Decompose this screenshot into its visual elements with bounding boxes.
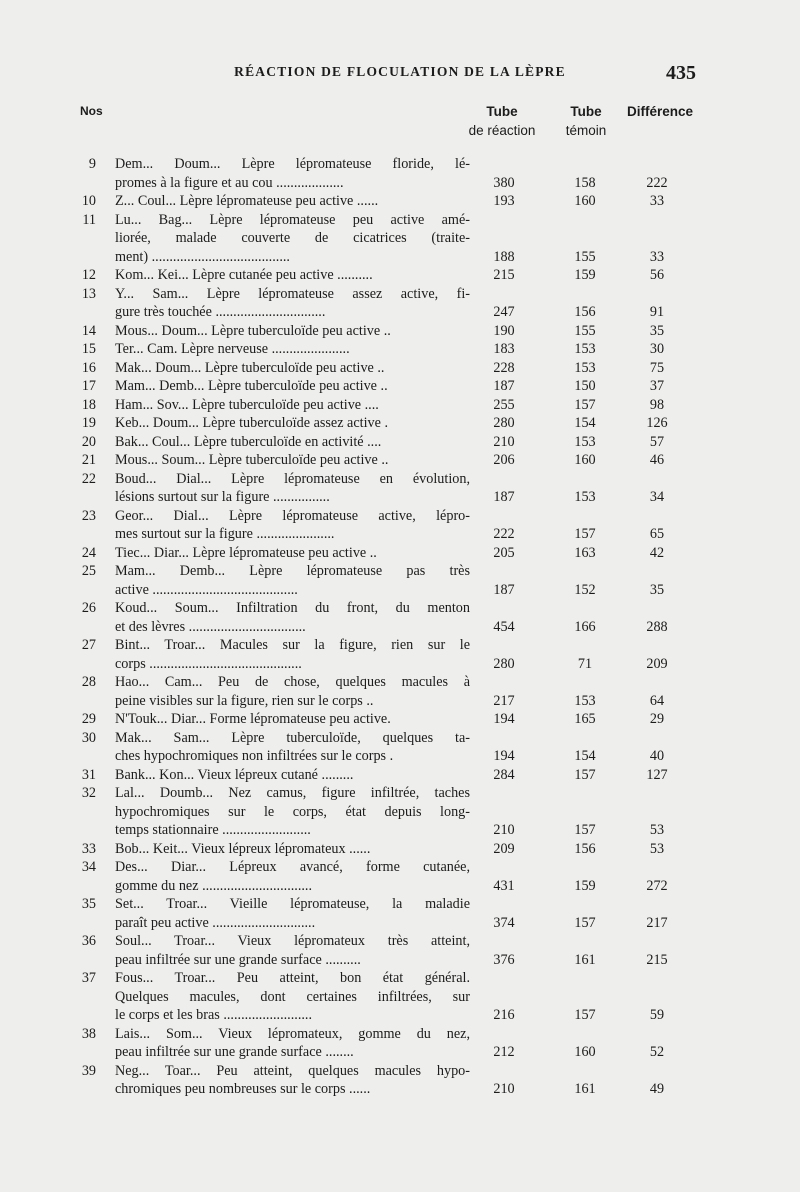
description-line: Boud... Dial... Lèpre lépromateuse en évolution, <box>115 470 470 487</box>
value-tube-temoin: 165 <box>574 711 596 727</box>
row-description <box>115 322 470 341</box>
row-description <box>115 1062 470 1099</box>
row-description <box>115 599 470 636</box>
row-number: 10 <box>81 193 96 209</box>
value-tube-reaction: 190 <box>493 322 515 339</box>
table-row <box>0 784 800 840</box>
row-number: 36 <box>81 933 96 949</box>
value-tube-temoin: 71 <box>577 655 593 672</box>
value-tube-temoin: 159 <box>574 877 596 894</box>
description-line: Tiec... Diar... Lèpre lépromateuse peu active .. <box>115 544 377 561</box>
description-line: promes à la figure et au cou ................... <box>115 174 344 191</box>
value-difference: 209 <box>646 655 668 672</box>
value-tube-reaction: 194 <box>493 748 515 764</box>
value-difference: 222 <box>646 174 668 191</box>
row-number: 12 <box>81 267 96 283</box>
description-line: Fous... Troar... Peu atteint, bon état général. <box>115 970 470 986</box>
value-tube-temoin: 154 <box>574 748 596 764</box>
description-line: Soul... Troar... Vieux lépromateux très atteint, <box>115 933 470 949</box>
row-description <box>115 562 470 599</box>
row-description <box>115 840 470 859</box>
table-row <box>0 155 800 192</box>
row-number: 22 <box>81 470 96 487</box>
description-line: Y... Sam... Lèpre lépromateuse assez active, fi- <box>115 285 470 302</box>
row-description <box>115 784 470 840</box>
description-line: Mak... Sam... Lèpre tuberculoïde, quelques ta- <box>115 729 470 746</box>
value-tube-reaction: 205 <box>493 544 515 561</box>
row-description <box>115 729 470 766</box>
value-tube-temoin: 157 <box>574 1007 596 1023</box>
row-description <box>115 636 470 673</box>
value-tube-reaction: 255 <box>493 396 515 413</box>
row-description <box>115 285 470 322</box>
row-description <box>115 433 470 452</box>
row-number: 20 <box>81 433 96 450</box>
row-number: 35 <box>81 896 96 912</box>
value-tube-reaction: 210 <box>493 1081 515 1097</box>
description-line: Mam... Demb... Lèpre lépromateuse pas très <box>115 563 470 579</box>
value-tube-temoin: 161 <box>574 1081 596 1097</box>
value-difference: 37 <box>649 378 665 394</box>
value-tube-reaction: 194 <box>493 711 515 727</box>
description-line: Mous... Doum... Lèpre tuberculoïde peu active .. <box>115 322 391 339</box>
value-tube-temoin: 153 <box>574 341 596 357</box>
row-number: 37 <box>81 970 96 986</box>
value-difference: 53 <box>649 840 665 857</box>
description-line: Set... Troar... Vieille lépromateuse, la maladie <box>115 896 470 912</box>
description-line: Koud... Soum... Infiltration du front, du menton <box>115 600 470 616</box>
value-tube-reaction: 376 <box>493 951 515 968</box>
description-line: peau infiltrée sur une grande surface .......... <box>115 951 361 968</box>
column-header-tube-temoin-line1: Tube <box>570 104 602 119</box>
value-tube-temoin: 160 <box>574 1044 596 1060</box>
description-line: Neg... Toar... Peu atteint, quelques macules hypo- <box>115 1062 470 1079</box>
value-difference: 29 <box>649 711 665 727</box>
table-row <box>0 562 800 599</box>
value-difference: 52 <box>649 1044 665 1060</box>
row-description <box>115 710 470 729</box>
row-number: 27 <box>81 637 96 653</box>
row-number: 29 <box>81 711 96 727</box>
row-number: 18 <box>81 396 96 413</box>
row-number: 33 <box>81 840 96 857</box>
row-description <box>115 451 470 470</box>
description-line: Ham... Sov... Lèpre tuberculoïde peu active .... <box>115 396 379 413</box>
description-line: Bob... Keit... Vieux lépreux lépromateux ...... <box>115 840 371 857</box>
description-line: Kom... Kei... Lèpre cutanée peu active .......... <box>115 267 373 283</box>
value-difference: 42 <box>649 544 665 561</box>
value-difference: 40 <box>649 748 665 764</box>
value-difference: 35 <box>649 581 665 598</box>
column-header-tube-reaction-line2: de réaction <box>468 123 536 138</box>
value-tube-reaction: 210 <box>493 433 515 450</box>
description-line: Bint... Troar... Macules sur la figure, rien sur le <box>115 637 470 653</box>
description-line: Mak... Doum... Lèpre tuberculoïde peu active .. <box>115 359 385 376</box>
value-difference: 30 <box>649 341 665 357</box>
value-tube-reaction: 193 <box>493 193 515 209</box>
value-difference: 65 <box>649 526 665 542</box>
description-line: Lu... Bag... Lèpre lépromateuse peu active amé- <box>115 211 470 228</box>
column-header-tube-reaction-line1: Tube <box>486 104 518 119</box>
row-number: 16 <box>81 359 96 376</box>
value-tube-reaction: 228 <box>493 359 515 376</box>
value-tube-reaction: 454 <box>493 618 515 635</box>
table-row <box>0 729 800 766</box>
description-line: temps stationnaire ......................... <box>115 822 311 838</box>
running-title: RÉACTION DE FLOCULATION DE LA LÈPRE <box>234 64 566 79</box>
column-header-number: Nos <box>80 104 103 118</box>
row-number: 11 <box>82 211 96 228</box>
row-description <box>115 359 470 378</box>
column-header-tube-reaction <box>452 102 552 140</box>
value-difference: 75 <box>649 359 665 376</box>
row-description <box>115 969 470 1025</box>
description-line: gomme du nez ............................... <box>115 877 313 894</box>
row-number: 14 <box>81 322 96 339</box>
description-line: Lal... Doumb... Nez camus, figure infiltrée, taches <box>115 785 470 801</box>
value-tube-temoin: 157 <box>574 822 596 838</box>
value-difference: 53 <box>649 822 665 838</box>
table-row <box>0 285 800 322</box>
row-description <box>115 932 470 969</box>
row-description <box>115 766 470 785</box>
value-difference: 64 <box>649 692 665 709</box>
table-row <box>0 340 800 359</box>
row-description <box>115 673 470 710</box>
row-number: 21 <box>81 452 96 468</box>
value-tube-reaction: 206 <box>493 452 515 468</box>
table-row <box>0 322 800 341</box>
value-tube-reaction: 209 <box>493 840 515 857</box>
value-difference: 272 <box>646 877 668 894</box>
description-line: Dem... Doum... Lèpre lépromateuse floride, lé- <box>115 156 470 172</box>
description-line: Mous... Soum... Lèpre tuberculoïde peu active .. <box>115 452 389 468</box>
description-line: Keb... Doum... Lèpre tuberculoïde assez active . <box>115 415 389 431</box>
description-line: Hao... Cam... Peu de chose, quelques macules à <box>115 674 470 690</box>
value-tube-reaction: 284 <box>493 766 515 783</box>
row-number: 19 <box>81 415 96 431</box>
column-header-difference: Différence <box>626 104 694 119</box>
value-difference: 46 <box>649 452 665 468</box>
value-difference: 217 <box>646 914 668 931</box>
table-row <box>0 599 800 636</box>
value-tube-temoin: 155 <box>574 322 596 339</box>
row-number: 32 <box>81 785 96 801</box>
value-tube-temoin: 159 <box>574 267 596 283</box>
row-description <box>115 470 470 507</box>
table-row <box>0 1025 800 1062</box>
table-row <box>0 433 800 452</box>
value-tube-temoin: 150 <box>574 378 596 394</box>
row-description <box>115 414 470 433</box>
description-line: chromiques peu nombreuses sur le corps ...... <box>115 1081 371 1097</box>
description-line: lésions surtout sur la figure ................ <box>115 489 330 505</box>
value-difference: 127 <box>646 766 668 783</box>
value-difference: 59 <box>649 1007 665 1023</box>
value-tube-temoin: 153 <box>574 433 596 450</box>
value-tube-reaction: 222 <box>493 526 515 542</box>
row-description <box>115 544 470 563</box>
table-row <box>0 895 800 932</box>
table-row <box>0 1062 800 1099</box>
value-tube-temoin: 152 <box>574 581 596 598</box>
table-row <box>0 451 800 470</box>
row-description <box>115 211 470 267</box>
value-tube-reaction: 187 <box>493 378 515 394</box>
value-tube-temoin: 160 <box>574 193 596 209</box>
value-difference: 288 <box>646 618 668 635</box>
description-line: Mam... Demb... Lèpre tuberculoïde peu active .. <box>115 378 388 394</box>
table-row <box>0 470 800 507</box>
description-line: et des lèvres ................................. <box>115 618 306 635</box>
row-number: 9 <box>88 156 96 172</box>
description-line: Des... Diar... Lépreux avancé, forme cutanée, <box>115 859 470 875</box>
value-tube-temoin: 153 <box>574 489 596 505</box>
value-tube-temoin: 155 <box>574 248 596 265</box>
value-difference: 126 <box>646 415 668 431</box>
value-tube-temoin: 156 <box>574 304 596 320</box>
table-row <box>0 396 800 415</box>
description-line: Z... Coul... Lèpre lépromateuse peu active ...... <box>115 193 379 209</box>
value-tube-reaction: 212 <box>493 1044 515 1060</box>
description-line: peine visibles sur la figure, rien sur le corps .. <box>115 692 374 709</box>
value-tube-reaction: 374 <box>493 914 515 931</box>
table-row <box>0 969 800 1025</box>
table-row <box>0 377 800 396</box>
table-row <box>0 192 800 211</box>
table-row <box>0 858 800 895</box>
description-line: liorée, malade couverte de cicatrices (traite- <box>115 230 470 246</box>
description-line: Geor... Dial... Lèpre lépromateuse active, lépro- <box>115 507 470 524</box>
value-tube-temoin: 156 <box>574 840 596 857</box>
value-difference: 56 <box>649 267 665 283</box>
value-tube-temoin: 158 <box>574 174 596 191</box>
value-tube-reaction: 280 <box>493 655 515 672</box>
table-row <box>0 932 800 969</box>
value-tube-reaction: 187 <box>493 581 515 598</box>
value-tube-temoin: 154 <box>574 415 596 431</box>
value-tube-reaction: 247 <box>493 304 515 320</box>
row-description <box>115 340 470 359</box>
value-difference: 33 <box>649 248 665 265</box>
value-tube-reaction: 380 <box>493 174 515 191</box>
value-difference: 35 <box>649 322 665 339</box>
description-line: Quelques macules, dont certaines infiltrées, sur <box>115 988 470 1005</box>
running-head <box>0 62 800 84</box>
description-line: hypochromiques sur le corps, état depuis long- <box>115 803 470 820</box>
description-line: Bank... Kon... Vieux lépreux cutané ......... <box>115 766 354 783</box>
table-row <box>0 544 800 563</box>
table-row <box>0 673 800 710</box>
table-row <box>0 507 800 544</box>
description-line: corps ........................................... <box>115 655 302 672</box>
description-line: Bak... Coul... Lèpre tuberculoïde en activité .... <box>115 433 382 450</box>
row-description <box>115 1025 470 1062</box>
description-line: gure très touchée ............................... <box>115 304 326 320</box>
row-number: 24 <box>81 544 96 561</box>
value-tube-reaction: 188 <box>493 248 515 265</box>
value-tube-reaction: 216 <box>493 1007 515 1023</box>
description-line: Lais... Som... Vieux lépromateux, gomme du nez, <box>115 1025 470 1042</box>
row-number: 39 <box>81 1062 96 1079</box>
value-tube-temoin: 160 <box>574 452 596 468</box>
description-line: Ter... Cam. Lèpre nerveuse ...................... <box>115 341 350 357</box>
value-tube-temoin: 153 <box>574 692 596 709</box>
value-tube-temoin: 166 <box>574 618 596 635</box>
row-description <box>115 858 470 895</box>
value-tube-temoin: 163 <box>574 544 596 561</box>
value-tube-reaction: 217 <box>493 692 515 709</box>
row-description <box>115 507 470 544</box>
value-tube-temoin: 157 <box>574 396 596 413</box>
row-number: 30 <box>81 729 96 746</box>
value-tube-temoin: 157 <box>574 526 596 542</box>
row-description <box>115 377 470 396</box>
row-number: 31 <box>81 766 96 783</box>
table-column-headers <box>0 102 800 144</box>
description-line: N'Touk... Diar... Forme lépromateuse peu active. <box>115 711 391 727</box>
description-line: le corps et les bras ......................... <box>115 1007 313 1023</box>
description-line: peau infiltrée sur une grande surface ........ <box>115 1044 354 1060</box>
table-row <box>0 840 800 859</box>
row-number: 17 <box>81 378 96 394</box>
table-row <box>0 710 800 729</box>
table-row <box>0 266 800 285</box>
row-description <box>115 192 470 211</box>
row-number: 34 <box>81 859 96 875</box>
value-difference: 215 <box>646 951 668 968</box>
value-tube-reaction: 215 <box>493 267 515 283</box>
value-difference: 57 <box>649 433 665 450</box>
value-tube-reaction: 183 <box>493 341 515 357</box>
value-difference: 34 <box>649 489 665 505</box>
value-tube-temoin: 161 <box>574 951 596 968</box>
column-header-tube-temoin-line2: témoin <box>565 123 607 138</box>
row-number: 25 <box>81 563 96 579</box>
column-header-tube-temoin <box>556 102 616 140</box>
row-number: 15 <box>81 341 96 357</box>
page-number: 435 <box>666 62 696 84</box>
row-number: 26 <box>81 600 96 616</box>
row-description <box>115 155 470 192</box>
description-line: mes surtout sur la figure ...................... <box>115 526 335 542</box>
row-number: 38 <box>81 1025 96 1042</box>
table-row <box>0 636 800 673</box>
value-tube-reaction: 431 <box>493 877 515 894</box>
table-row <box>0 414 800 433</box>
row-number: 13 <box>81 285 96 302</box>
table-row <box>0 359 800 378</box>
value-tube-reaction: 210 <box>493 822 515 838</box>
value-tube-temoin: 157 <box>574 914 596 931</box>
value-tube-temoin: 157 <box>574 766 596 783</box>
value-difference: 49 <box>649 1081 665 1097</box>
value-tube-temoin: 153 <box>574 359 596 376</box>
table-row <box>0 211 800 267</box>
value-tube-reaction: 187 <box>493 489 515 505</box>
row-number: 28 <box>81 674 96 690</box>
row-description <box>115 895 470 932</box>
description-line: ment) ....................................... <box>115 248 290 265</box>
table-row <box>0 766 800 785</box>
description-line: active ......................................... <box>115 581 298 598</box>
value-difference: 33 <box>649 193 665 209</box>
row-number: 23 <box>81 507 96 524</box>
description-line: paraît peu active ............................. <box>115 914 316 931</box>
value-tube-reaction: 280 <box>493 415 515 431</box>
row-description <box>115 396 470 415</box>
value-difference: 98 <box>649 396 665 413</box>
description-line: ches hypochromiques non infiltrées sur le corps . <box>115 748 394 764</box>
value-difference: 91 <box>649 304 665 320</box>
row-description <box>115 266 470 285</box>
